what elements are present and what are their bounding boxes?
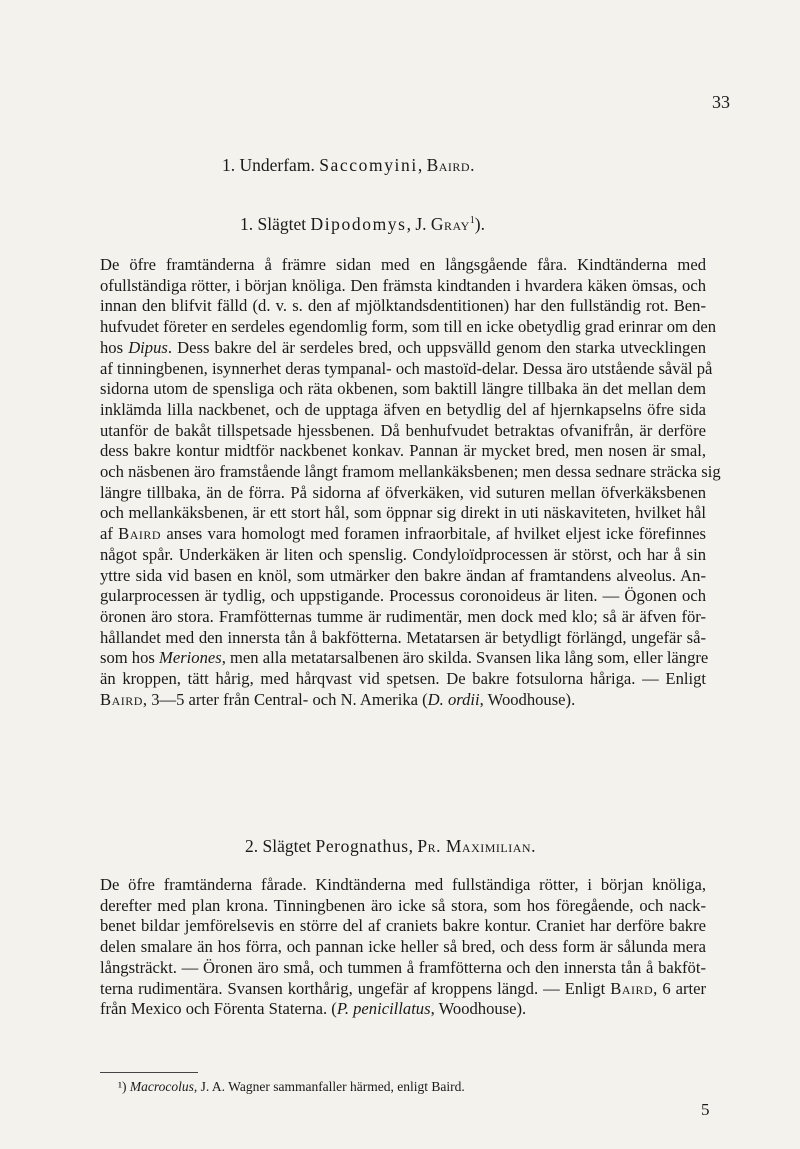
- text-line: långsträckt. — Öronen äro små, och tummen å framfötterna och den innersta tån å bakföt-: [100, 957, 706, 977]
- text-line: De öfre framtänderna å främre sidan med en långsgående fåra. Kindtänderna med: [100, 255, 706, 274]
- paragraph-dipodomys: [100, 255, 721, 710]
- genus-name: Dipodomys: [310, 214, 407, 234]
- taxon-name: Meriones: [159, 648, 222, 668]
- text-line: [100, 690, 706, 711]
- author-name: Baird: [426, 155, 471, 175]
- author-name: Baird: [100, 689, 143, 709]
- text-line: och mellankäksbenen, är ett stort hål, som öppnar sig direkt in uti näskaviteten, hvilket hål: [100, 503, 706, 523]
- text-line: dess bakre kontur midtför nackbenet konkav. Pannan är mycket bred, men nosen är smal,: [100, 441, 706, 461]
- text-line: och näsbenen äro framstående långt framom mellankäksbenen; men dessa sednare sträcka sig: [100, 462, 721, 482]
- footnote-ref: 1: [469, 215, 475, 227]
- line-text: , 3—5 arter från Central- och N. Amerika (: [142, 689, 428, 709]
- author-name: Baird: [118, 524, 162, 544]
- line-text: , Woodhouse).: [430, 999, 527, 1019]
- footnote: [118, 1079, 465, 1095]
- text-line: något spår. Underkäken är liten och spenslig. Condyloïdprocessen är störst, och har å sin: [100, 544, 706, 564]
- text-line: [100, 979, 706, 1000]
- heading-suffix: ).: [474, 214, 485, 234]
- text-line: sidorna utom de spensliga och räta okbenen, som baktill längre tillbaka än det mellan dem: [100, 379, 706, 399]
- text-line: derefter med plan krona. Tinningbenen äro icke så stora, som hos föregående, och nack-: [100, 895, 706, 915]
- text-line: utanför de bakåt tillspetsade hjessbenen. Då benhufvudet betraktas ofvanifrån, är derföre: [100, 420, 706, 440]
- footnote-taxon: Macrocolus: [129, 1079, 194, 1094]
- author-name: Pr. Maximilian: [417, 836, 532, 856]
- heading-suffix: .: [470, 155, 475, 175]
- heading-prefix: 2. Slägtet: [245, 836, 316, 856]
- author-name: Baird: [610, 978, 654, 998]
- text-line: [100, 524, 706, 545]
- text-line: delen smalare än hos förra, och pannan icke heller så bred, och dess form är sålunda mera: [100, 937, 706, 957]
- line-text: hos: [100, 337, 129, 357]
- text-line: längre tillbaka, än de förra. På sidorna af öfverkäken, vid suturen mellan öfverkäksbenen: [100, 482, 706, 502]
- text-line: De öfre framtänderna fårade. Kindtänderna med fullständiga rötter, i början knöliga,: [100, 875, 706, 894]
- text-line: gularprocessen är tydlig, och uppstigande. Processus coronoideus är liten. — Ögonen och: [100, 586, 706, 606]
- text-line: ofullständiga rötter, i början knöliga. Den främsta kindtanden i hvardera käken ömsas, och: [100, 275, 706, 295]
- text-line: hållandet med den innersta tån å bakfötterna. Metatarsen är betydligt förlängd, ungefär så-: [100, 627, 706, 647]
- heading-prefix: 1. Slägtet: [240, 214, 311, 234]
- line-text: som hos: [100, 648, 160, 668]
- heading-prefix: 1. Underfam.: [222, 155, 320, 175]
- page-number: 33: [712, 92, 730, 112]
- genus-heading-1: [240, 214, 485, 235]
- footnote-rule: [100, 1072, 198, 1073]
- line-text: . Dess bakre del är serdeles bred, och uppsvälld genom den starka utvecklingen: [167, 337, 706, 357]
- text-line: hufvudet företer en serdeles egendomlig form, som till en icke obetydlig grad erinrar om den: [100, 317, 717, 337]
- footnote-mark: ¹): [118, 1079, 130, 1094]
- heading-sep: , J.: [406, 214, 431, 234]
- author-name: Gray: [430, 214, 470, 234]
- taxon-name: D. ordii: [427, 689, 480, 709]
- heading-suffix: .: [531, 836, 536, 856]
- subfamily-heading: [222, 155, 474, 176]
- genus-name: Perognathus: [315, 836, 409, 856]
- taxon-name: P. penicillatus: [336, 999, 431, 1019]
- heading-sep: ,: [417, 155, 427, 175]
- text-line: innan den blifvit fälld (d. v. s. den af mjölktandsdentitionen) har den fullständig rot. Ben-: [100, 296, 706, 316]
- text-line: af tinningbenen, isynnerhet deras tympanal- och mastoïd-delar. Dessa äro utstående såväl på: [100, 358, 713, 378]
- text-line: [100, 999, 706, 1020]
- text-line: [100, 338, 706, 359]
- text-line: yttre sida vid basen en knöl, som utmärker den bakre ändan af framtandens alveolus. An-: [100, 565, 706, 585]
- text-line: än kroppen, tätt hårig, med hårqvast vid spetsen. De bakre fotsulorna håriga. — Enligt: [100, 669, 706, 689]
- text-line: öronen äro stora. Framfötternas tumme är rudimentär, men dock med klo; så är äfven för-: [100, 606, 706, 626]
- line-text: anses vara homologt med foramen infraorbitale, af hvilket eljest icke förefinnes: [161, 524, 706, 544]
- text-line: benet bildar jemförelsevis en större del af craniets bakre kontur. Craniet har derföre bakre: [100, 916, 706, 936]
- line-text: terna rudimentära. Svansen korthårig, ungefär af kroppens längd. — Enligt: [100, 978, 611, 998]
- heading-sep: ,: [408, 836, 418, 856]
- taxon-name: Saccomyini: [319, 155, 418, 175]
- text-line: inklämda lilla nackbenet, och de upptaga äfven en betydlig del af hjernkapselns öfre sida: [100, 399, 706, 419]
- text-line: [100, 648, 709, 669]
- line-text: af: [100, 524, 119, 544]
- signature-mark: 5: [701, 1100, 710, 1119]
- line-text: , men alla metatarsalbenen äro skilda. Svansen lika lång som, eller längre: [221, 648, 709, 668]
- footnote-text: , J. A. Wagner sammanfaller härmed, enligt Baird.: [193, 1079, 465, 1094]
- paragraph-perognathus: [100, 875, 706, 1020]
- line-text: från Mexico och Förenta Staterna. (: [100, 999, 337, 1019]
- taxon-name: Dipus: [128, 337, 168, 357]
- line-text: , Woodhouse).: [479, 689, 576, 709]
- genus-heading-2: [245, 836, 535, 857]
- line-text: , 6 arter: [653, 978, 706, 998]
